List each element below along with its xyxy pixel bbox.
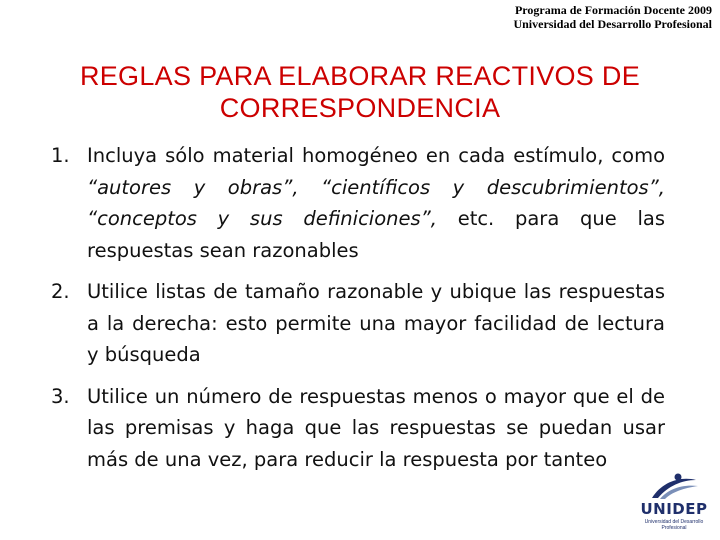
rule-examples: “autores y obras”, “científicos y descubrimientos”, “conceptos y sus definiciones”,: [87, 175, 665, 230]
rule-number: 1.: [51, 144, 70, 167]
logo-subtitle: Universidad del Desarrollo Profesional: [644, 519, 704, 531]
rules-list: [45, 140, 665, 485]
rule-item: [45, 381, 665, 476]
rule-text-start: Incluya sólo material homogéneo en cada estímulo, como: [87, 144, 665, 167]
header-program: Programa de Formación Docente 2009: [514, 3, 712, 17]
slide-title-line-1: REGLAS PARA ELABORAR REACTIVOS DE: [79, 61, 641, 91]
rule-item: [45, 140, 665, 266]
slide-title: [40, 60, 680, 124]
rule-number: 3.: [51, 384, 70, 408]
unidep-swoosh-icon: [648, 472, 700, 502]
rule-text-end: etc. para que las respuestas sean razonables: [87, 207, 665, 262]
header-note: [513, 3, 712, 31]
slide-title-line-2: CORRESPONDENCIA: [219, 93, 501, 123]
header-university: Universidad del Desarrollo Profesional: [513, 17, 712, 31]
unidep-logo: [634, 472, 714, 534]
rule-number: 2.: [51, 280, 70, 303]
logo-name: UNIDEP: [640, 500, 708, 518]
rule-item: [45, 276, 665, 371]
rule-text: Utilice listas de tamaño razonable y ubique las respuestas a la derecha: esto permite una mayor facilidad de lectura y búsqueda: [87, 280, 665, 366]
rule-text: Utilice un número de respuestas menos o mayor que el de las premisas y haga que las respuestas se puedan usar más de una vez, para reducir la respuesta por tanteo: [87, 384, 665, 471]
